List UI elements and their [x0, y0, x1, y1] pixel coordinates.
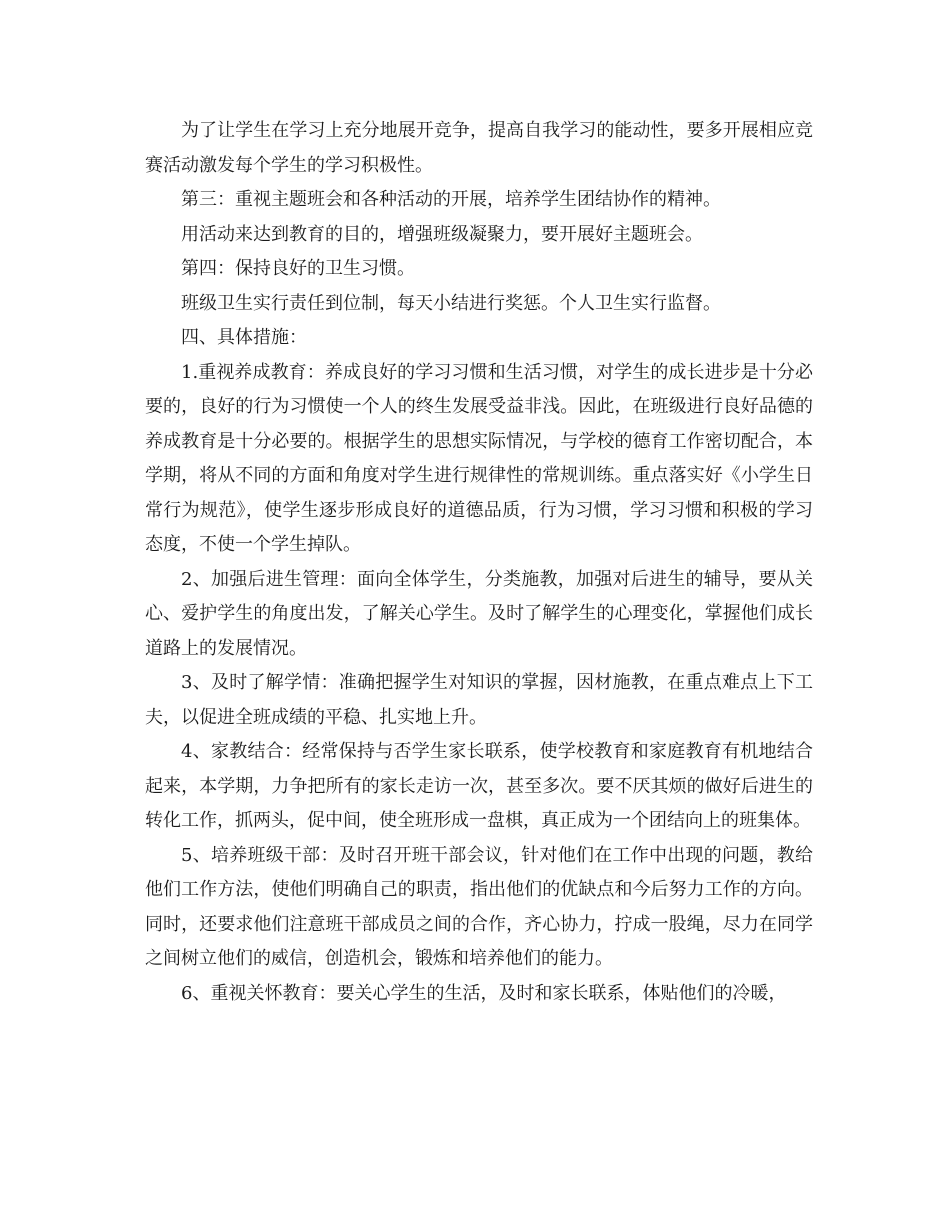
paragraph-measure-4: 4、家教结合：经常保持与否学生家长联系，使学校教育和家庭教育有机地结合起来，本学期，力争把所有的家长走访一次，甚至多次。要不厌其烦的做好后进生的转化工作，抓两头，促中间，使全班形成一盘棋，真正成为一个团结向上的班集体。 — [145, 741, 813, 831]
paragraph-measure-2: 2、加强后进生管理：面向全体学生，分类施教，加强对后进生的辅导，要从关心、爱护学生的角度出发，了解关心学生。及时了解学生的心理变化，掌握他们成长道路上的发展情况。 — [145, 568, 813, 659]
paragraph-measure-3: 3、及时了解学情：准确把握学生对知识的掌握，因材施教，在重点难点上下工夫，以促进全班成绩的平稳、扎实地上升。 — [145, 672, 813, 728]
paragraph-measure-5: 5、培养班级干部：及时召开班干部会议，针对他们在工作中出现的问题，教给他们工作方法，使他们明确自己的职责，指出他们的优缺点和今后努力工作的方向。同时，还要求他们注意班干部成员之间的合作，齐心协力，拧成一股绳，尽力在同学之间树立他们的威信，创造机会，锻炼和培养他们的能力。 — [145, 844, 813, 969]
paragraph-competition: 为了让学生在学习上充分地展开竞争，提高自我学习的能动性，要多开展相应竞赛活动激发每个学生的学习积极性。 — [145, 120, 813, 176]
paragraph-hygiene: 班级卫生实行责任到位制，每天小结进行奖惩。个人卫生实行监督。 — [181, 292, 721, 314]
document-page — [145, 114, 813, 1011]
section-heading-measures: 四、具体措施： — [181, 327, 307, 348]
paragraph-measure-6: 6、重视关怀教育：要关心学生的生活，及时和家长联系，体贴他们的冷暖， — [181, 982, 787, 1004]
paragraph-third-point: 第三：重视主题班会和各种活动的开展，培养学生团结协作的精神。 — [181, 189, 721, 210]
paragraph-class-meeting: 用活动来达到教育的目的，增强班级凝聚力，要开展好主题班会。 — [181, 223, 703, 245]
paragraph-fourth-point: 第四：保持良好的卫生习惯。 — [181, 258, 415, 279]
paragraph-measure-1: 1.重视养成教育：养成良好的学习习惯和生活习惯，对学生的成长进步是十分必要的，良好的行为习惯使一个人的终生发展受益非浅。因此，在班级进行良好品德的养成教育是十分必要的。根据学生的思想实际情况，与学校的德育工作密切配合，本学期，将从不同的方面和角度对学生进行规律性的常规训练。重点落实好《小学生日常行为规范》，使学生逐步形成良好的道德品质，行为习惯，学习习惯和积极的学习态度，不使一个学生掉队。 — [145, 361, 813, 555]
